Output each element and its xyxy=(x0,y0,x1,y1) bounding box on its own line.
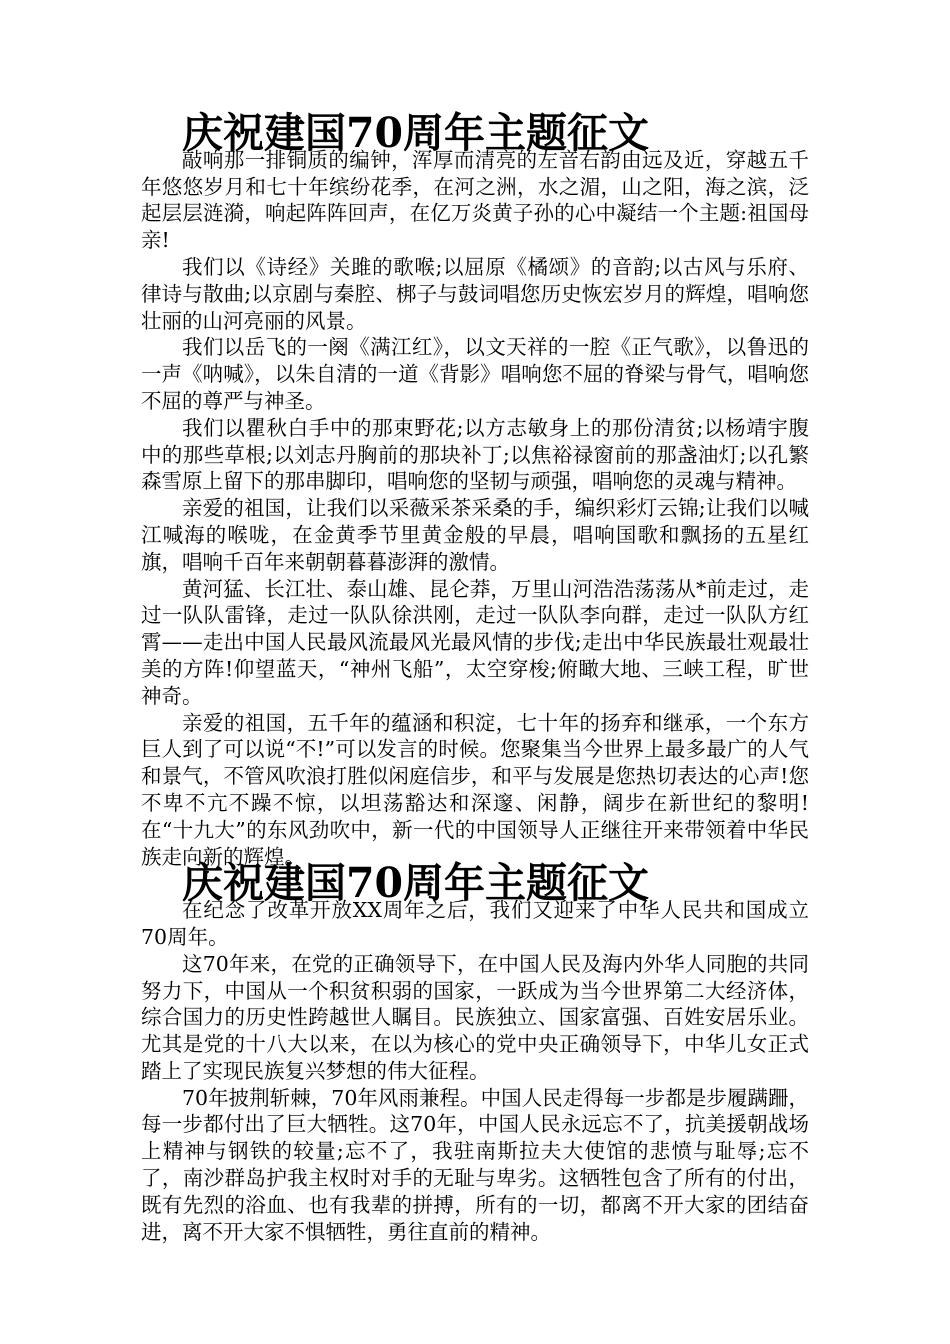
essay-section-1 xyxy=(141,109,809,870)
document-page xyxy=(141,109,809,1245)
essay-title: 庆祝建国70周年主题征文 xyxy=(182,109,650,157)
paragraph: 在纪念了改革开放XX周年之后，我们又迎来了中华人民共和国成立70周年。 xyxy=(141,898,809,949)
paragraph: 我们以《诗经》关雎的歌喉;以屈原《橘颂》的音韵;以古风与乐府、律诗与散曲;以京剧与秦腔、梆子与鼓词唱您历史恢宏岁月的辉煌，唱响您壮丽的山河亮丽的风景。 xyxy=(141,254,809,333)
paragraph: 亲爱的祖国，五千年的蕴涵和积淀，七十年的扬弃和继承，一个东方巨人到了可以说“不!”可以发言的时候。您聚集当今世界上最多最广的人气和景气，不管风吹浪打胜似闲庭信步，和平与发展是您热切表达的心声!您不卑不亢不躁不惊，以坦荡豁达和深邃、闲静，阔步在新世纪的黎明!在“十九大”的东风劲吹中，新一代的中国领导人正继往开来带领着中华民族走向新的辉煌。 xyxy=(141,710,809,869)
paragraph: 我们以瞿秋白手中的那束野花;以方志敏身上的那份清贫;以杨靖宇腹中的那些草根;以刘志丹胸前的那块补丁;以焦裕禄窗前的那盏油灯;以孔繁森雪原上留下的那串脚印，唱响您的坚韧与顽强，唱响您的灵魂与精神。 xyxy=(141,415,809,494)
paragraph: 这70年来，在党的正确领导下，在中国人民及海内外华人同胞的共同努力下，中国从一个积贫积弱的国家，一跃成为当今世界第二大经济体，综合国力的历史性跨越世人瞩目。民族独立、国家富强、百姓安居乐业。尤其是党的十八大以来，在以为核心的党中央正确领导下，中华儿女正式踏上了实现民族复兴梦想的伟大征程。 xyxy=(141,951,809,1083)
paragraph: 亲爱的祖国，让我们以采薇采茶采桑的手，编织彩灯云锦;让我们以喊江喊海的喉咙，在金黄季节里黄金般的早晨，唱响国歌和飘扬的五星红旗，唱响千百年来朝朝暮暮澎湃的激情。 xyxy=(141,496,809,574)
essay-section-2 xyxy=(141,859,809,1245)
paragraph: 我们以岳飞的一阕《满江红》，以文天祥的一腔《正气歌》，以鲁迅的一声《呐喊》，以朱自清的一道《背影》唱响您不屈的脊梁与骨气，唱响您不屈的尊严与神圣。 xyxy=(141,335,809,413)
paragraph: 黄河猛、长江壮、泰山雄、昆仑莽，万里山河浩浩荡荡从*前走过，走过一队队雷锋，走过一队队徐洪刚，走过一队队李向群，走过一队队方红霄——走出中国人民最风流最风光最风情的步伐;走出中华民族最壮观最壮美的方阵!仰望蓝天，“神州飞船”，太空穿梭;俯瞰大地、三峡工程，旷世神奇。 xyxy=(141,576,809,708)
essay-title: 庆祝建国70周年主题征文 xyxy=(182,859,650,908)
paragraph: 敲响那一排铜质的编钟，浑厚而清亮的左音右韵由远及近，穿越五千年悠悠岁月和七十年缤纷花季，在河之洲，水之湄，山之阳，海之滨，泛起层层涟漪，响起阵阵回声，在亿万炎黄子孙的心中凝结一个主题:祖国母亲! xyxy=(141,147,809,253)
paragraph: 70年披荆斩棘，70年风雨兼程。中国人民走得每一步都是步履蹒跚，每一步都付出了巨大牺牲。这70年，中国人民永远忘不了，抗美援朝战场上精神与钢铁的较量;忘不了，我驻南斯拉夫大使馆的悲愤与耻辱;忘不了，南沙群岛护我主权时对手的无耻与卑劣。这牺牲包含了所有的付出，既有先烈的浴血、也有我辈的拼搏，所有的一切，都离不开大家的团结奋进，离不开大家不惧牺牲，勇往直前的精神。 xyxy=(141,1085,809,1244)
